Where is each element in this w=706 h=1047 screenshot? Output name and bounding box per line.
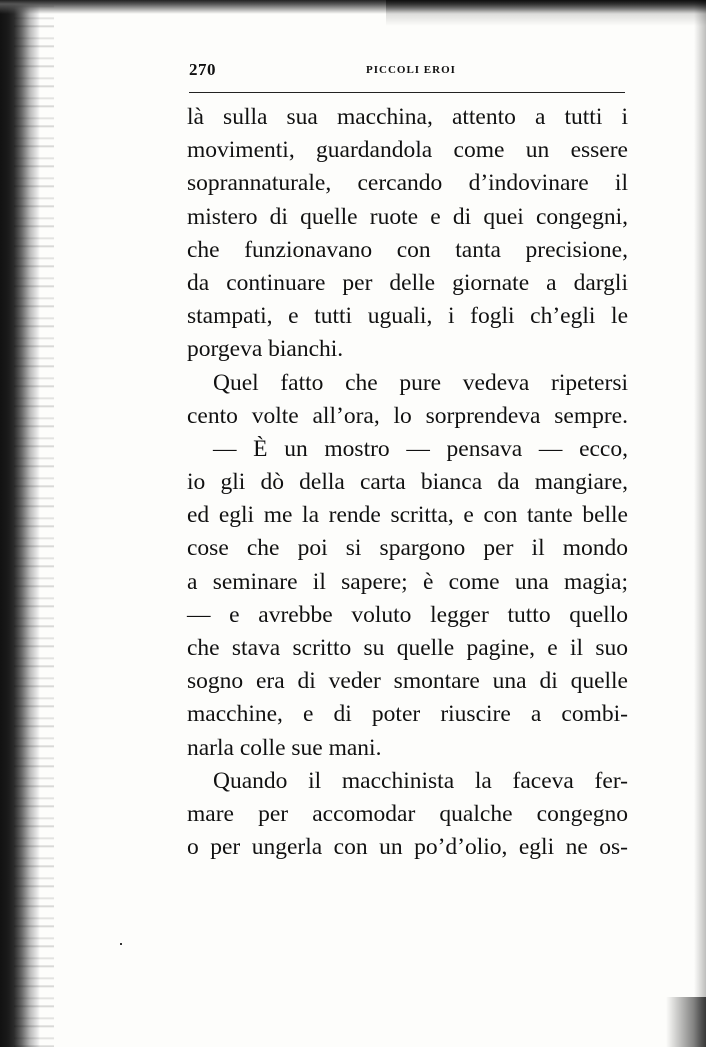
text-line: Quel fatto che pure vedeva ripetersi <box>213 369 628 396</box>
page-number: 270 <box>189 60 216 79</box>
text-line: ed egli me la rende scritta, e con tante belle <box>187 502 628 529</box>
text-line: Quando il macchinista la faceva fer- <box>213 767 628 794</box>
text-line: là sulla sua macchina, attento a tutti i <box>187 104 628 130</box>
text-line: che stava scritto su quelle pagine, e il suo <box>187 635 628 661</box>
text-line: cento volte all’ora, lo sorprendeva sempre. <box>187 402 628 429</box>
text-line: porgeva bianchi. <box>187 336 344 363</box>
text-line: o per ungerla con un po’d’olio, egli ne os- <box>187 834 628 861</box>
text-line: io gli dò della carta bianca da mangiare, <box>187 469 628 496</box>
text-line: a seminare il sapere; è come una magia; <box>187 568 628 595</box>
text-line: stampati, e tutti uguali, i fogli ch’egli le <box>187 303 628 330</box>
page-right-edge <box>694 0 706 1047</box>
ink-speck <box>120 943 122 945</box>
text-line: mistero di quelle ruote e di quei congegni, <box>187 203 628 230</box>
running-header <box>189 60 629 86</box>
header-rule <box>189 92 625 93</box>
text-line: mare per accomodar qualche congegno <box>187 800 628 827</box>
body-text <box>187 101 628 864</box>
text-line: macchine, e di poter riuscire a combi- <box>187 701 628 728</box>
text-line: cose che poi si spargono per il mondo <box>187 535 628 562</box>
text-line: narla colle sue mani. <box>187 734 382 761</box>
page-corner-shadow <box>666 997 706 1047</box>
text-line: da continuare per delle giornate a dargli <box>187 269 628 296</box>
text-line: sogno era di veder smontare una di quelle <box>187 668 628 695</box>
text-line: — È un mostro — pensava — ecco, <box>213 435 628 462</box>
page-top-edge-shadow <box>386 0 706 26</box>
text-line: soprannaturale, cercando d’indovinare il <box>187 170 628 197</box>
text-line: movimenti, guardandola come un essere <box>187 137 628 164</box>
page-binding-texture <box>14 0 54 1047</box>
text-line: che funzionavano con tanta precisione, <box>187 236 628 263</box>
text-line: — e avrebbe voluto legger tutto quello <box>187 601 628 628</box>
running-title: PICCOLI EROI <box>366 64 456 76</box>
